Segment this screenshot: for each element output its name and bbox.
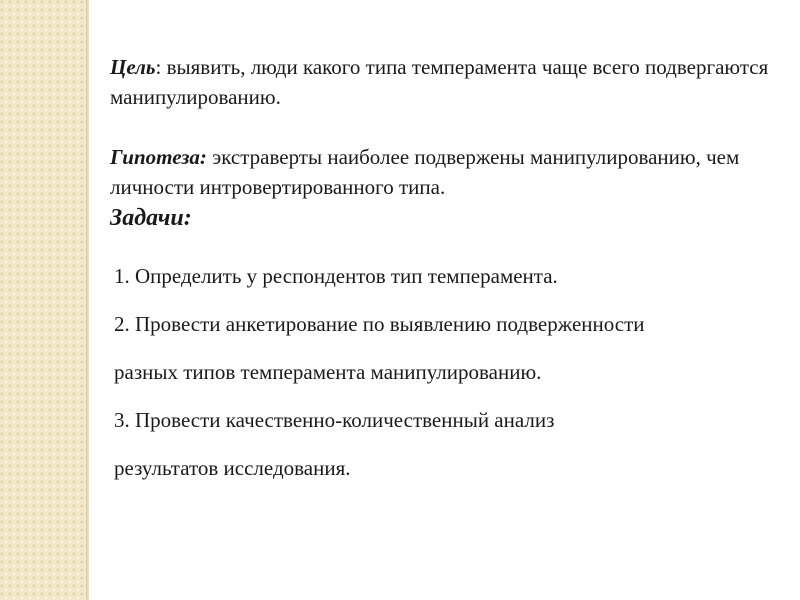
task-line: 2. Провести анкетирование по выявлению подверженности xyxy=(114,312,645,336)
hypothesis-label: Гипотеза: xyxy=(110,145,207,169)
hypothesis-paragraph xyxy=(110,142,790,202)
side-band-edge xyxy=(86,0,89,600)
hypothesis-text: экстраверты наиболее подвержены манипулированию, чем личности интровертированного типа. xyxy=(110,145,740,199)
tasks-heading: Задачи: xyxy=(110,205,192,231)
slide-content xyxy=(110,52,790,492)
task-line: 1. Определить у респондентов тип темперамента. xyxy=(114,264,558,288)
task-line: разных типов темперамента манипулированию. xyxy=(114,360,542,384)
decorative-side-band xyxy=(0,0,86,600)
goal-paragraph xyxy=(110,52,790,112)
tasks-list xyxy=(110,252,790,492)
goal-text: : выявить, люди какого типа темперамента чаще всего подвергаются манипулированию. xyxy=(110,55,769,109)
task-line: результатов исследования. xyxy=(114,456,351,480)
task-line: 3. Провести качественно-количественный анализ xyxy=(114,408,555,432)
goal-label: Цель xyxy=(110,55,156,79)
